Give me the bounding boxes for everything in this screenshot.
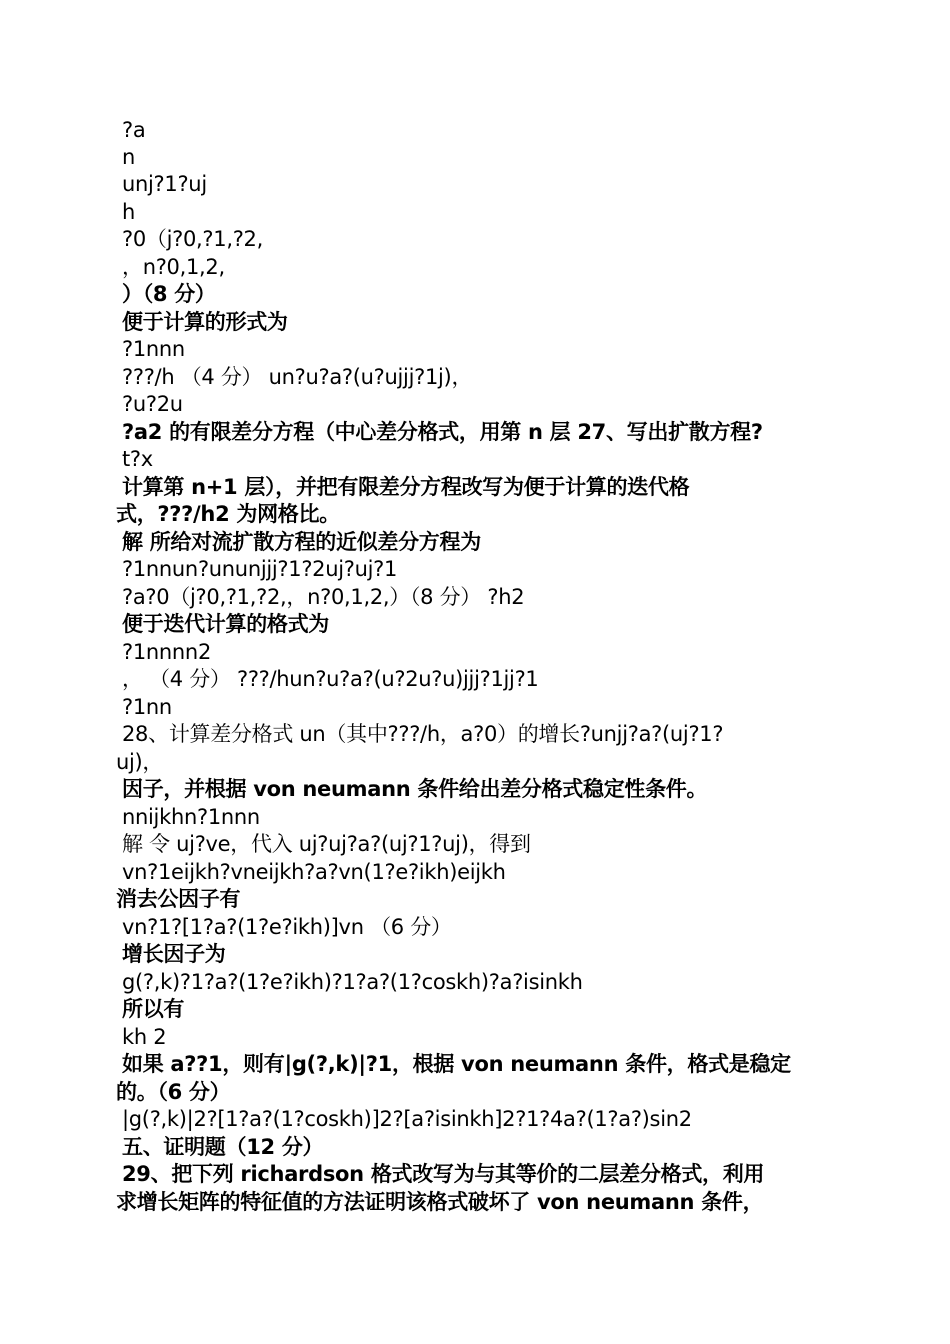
text-line: vn?1eijkh?vneijkh?a?vn(1?e?ikh)eijkh <box>122 860 506 884</box>
text-line: ?a2 的有限差分方程（中心差分格式，用第 n 层 27、写出扩散方程? <box>122 420 763 444</box>
text-line: ，n?0,1,2, <box>122 255 225 279</box>
text-line: vn?1?[1?a?(1?e?ikh)]vn （6 分） <box>122 915 452 939</box>
text-line: h <box>122 200 136 224</box>
section-heading: 五、证明题（12 分） <box>122 1135 324 1159</box>
text-line: 如果 a??1，则有|g(?,k)|?1，根据 von neumann 条件，格式是稳定 <box>122 1052 791 1076</box>
text-line: ?1nnnn2 <box>122 640 212 664</box>
text-line: 的。（6 分） <box>116 1080 231 1104</box>
text-line: ?1nnn <box>122 337 185 361</box>
text-line: ?1nn <box>122 695 172 719</box>
text-line: unj?1?uj <box>122 172 207 196</box>
text-line: 解 所给对流扩散方程的近似差分方程为 <box>122 530 481 554</box>
text-line: ???/h （4 分） un?u?a?(u?ujjj?1j)， <box>122 365 473 389</box>
text-line: g(?,k)?1?a?(1?e?ikh)?1?a?(1?coskh)?a?isinkh <box>122 970 583 994</box>
text-line: 便于迭代计算的格式为 <box>122 612 329 636</box>
text-line: |g(?,k)|2?[1?a?(1?coskh)]2?[a?isinkh]2?1?4a?(1?a?)sin2 <box>122 1107 692 1131</box>
text-line: n <box>122 145 136 169</box>
text-line: 计算第 n+1 层），并把有限差分方程改写为便于计算的迭代格 <box>122 475 690 499</box>
text-line: nnijkhn?1nnn <box>122 805 260 829</box>
text-line: 28、计算差分格式 un（其中???/h，a?0）的增长?unjj?a?(uj?1? <box>122 722 724 746</box>
text-line: 因子，并根据 von neumann 条件给出差分格式稳定性条件。 <box>122 777 708 801</box>
text-line: 消去公因子有 <box>116 887 241 911</box>
text-line: uj)， <box>116 750 164 774</box>
text-line: 便于计算的形式为 <box>122 310 288 334</box>
text-line: ?a?0（j?0,?1,?2,，n?0,1,2,）（8 分） ?h2 <box>122 585 525 609</box>
text-line: ， （4 分） ???/hun?u?a?(u?2u?u)jjj?1jj?1 <box>122 667 539 691</box>
text-line: ?0（j?0,?1,?2, <box>122 227 263 251</box>
text-line: ）（8 分） <box>122 282 216 306</box>
text-line: ?1nnun?ununjjj?1?2uj?uj?1 <box>122 557 398 581</box>
text-line: 29、把下列 richardson 格式改写为与其等价的二层差分格式，利用 <box>122 1162 765 1186</box>
text-line: kh 2 <box>122 1025 167 1049</box>
text-line: 所以有 <box>122 997 185 1021</box>
text-line: 求增长矩阵的特征值的方法证明该格式破坏了 von neumann 条件， <box>116 1190 764 1214</box>
text-line: ?u?2u <box>122 392 183 416</box>
text-line: 式，???/h2 为网格比。 <box>116 502 340 526</box>
text-line: 增长因子为 <box>122 942 226 966</box>
text-line: 解 令 uj?ve，代入 uj?uj?a?(uj?1?uj)，得到 <box>122 832 531 856</box>
text-line: t?x <box>122 447 153 471</box>
text-line: ?a <box>122 118 146 142</box>
